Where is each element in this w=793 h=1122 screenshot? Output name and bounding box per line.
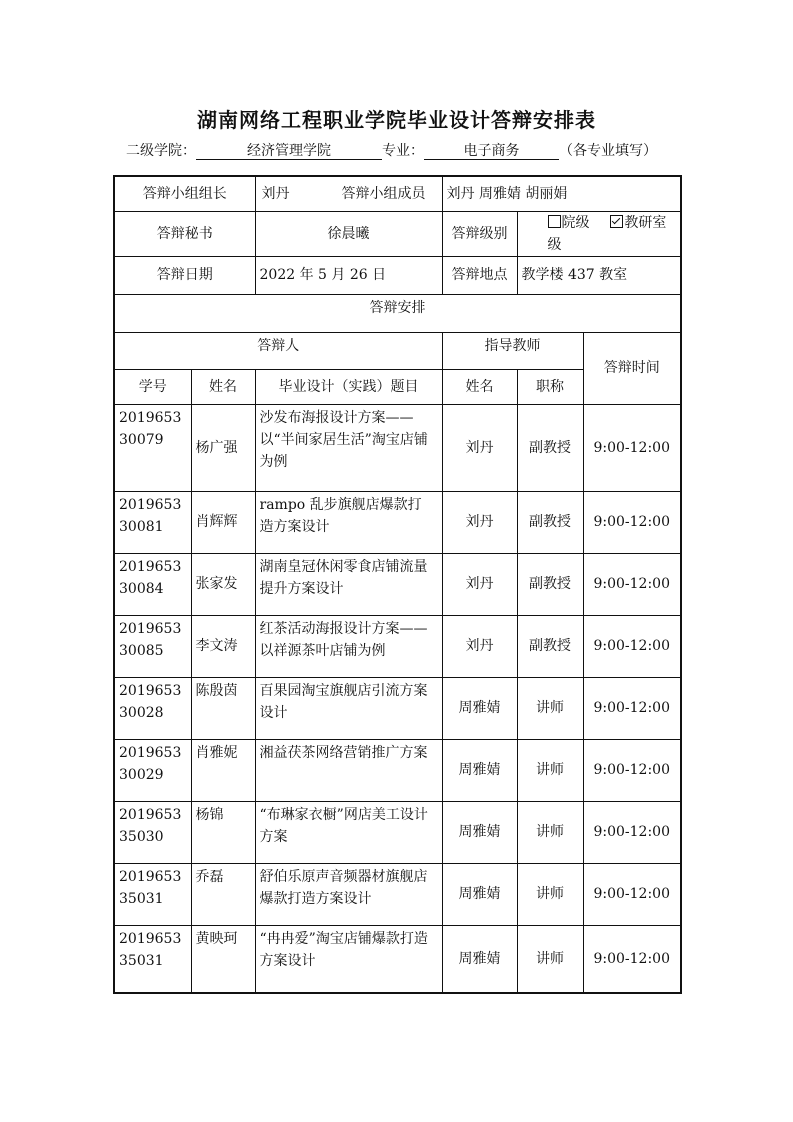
unchecked-box-icon — [548, 215, 561, 228]
teacher-name: 周雅婧 — [442, 863, 517, 925]
leader-label: 答辩小组组长 — [114, 176, 255, 211]
defense-schedule-table — [113, 175, 682, 994]
student-id — [114, 404, 191, 491]
student-id — [114, 615, 191, 677]
topic: 百果园淘宝旗舰店引流方案设计 — [255, 677, 442, 739]
time-header: 答辩时间 — [583, 332, 681, 404]
student-name: 杨锦 — [191, 801, 255, 863]
group-header-row — [114, 332, 681, 369]
defense-time: 9:00-12:00 — [583, 925, 681, 993]
defense-time: 9:00-12:00 — [583, 677, 681, 739]
secretary-value: 徐晨曦 — [255, 211, 442, 256]
teacher-title: 讲师 — [517, 739, 583, 801]
table-row — [114, 925, 681, 993]
student-id-part2: 30081 — [119, 518, 164, 535]
student-id-part1: 2019653 — [119, 409, 182, 426]
info-row-date — [114, 256, 681, 294]
teacher-title: 讲师 — [517, 801, 583, 863]
topic-header: 毕业设计（实践）题目 — [255, 369, 442, 404]
major-value: 电子商务 — [424, 143, 559, 160]
arrangement-label: 答辩安排 — [114, 294, 681, 332]
topic: “布琳家衣橱”网店美工设计方案 — [255, 801, 442, 863]
teacher-title: 讲师 — [517, 863, 583, 925]
secretary-label: 答辩秘书 — [114, 211, 255, 256]
student-name: 杨广强 — [191, 404, 255, 491]
id-header: 学号 — [114, 369, 191, 404]
info-row-secretary — [114, 211, 681, 256]
table-row — [114, 801, 681, 863]
defense-time: 9:00-12:00 — [583, 404, 681, 491]
level-option-department: 教研室级 — [547, 214, 667, 253]
place-label: 答辩地点 — [442, 256, 517, 294]
student-id-part2: 30084 — [119, 580, 164, 597]
level-options — [517, 211, 681, 256]
student-name: 肖辉辉 — [191, 491, 255, 553]
student-name: 乔磊 — [191, 863, 255, 925]
topic: 沙发布海报设计方案——以“半间家居生活”淘宝店铺为例 — [255, 404, 442, 491]
checked-box-icon — [610, 215, 623, 228]
teacher-name: 周雅婧 — [442, 925, 517, 993]
teacher-title: 讲师 — [517, 925, 583, 993]
defense-time: 9:00-12:00 — [583, 739, 681, 801]
level-option-college: 院级 — [561, 214, 590, 231]
teacher-name: 刘丹 — [442, 615, 517, 677]
leader-value: 刘丹 — [261, 185, 290, 202]
table-row — [114, 553, 681, 615]
table-row — [114, 404, 681, 491]
date-value: 2022 年 5 月 26 日 — [255, 256, 442, 294]
student-id — [114, 863, 191, 925]
topic: “冉冉爱”淘宝店铺爆款打造方案设计 — [255, 925, 442, 993]
members-value: 刘丹 周雅婧 胡丽娟 — [442, 176, 681, 211]
arrangement-row — [114, 294, 681, 332]
teacher-name: 周雅婧 — [442, 801, 517, 863]
student-name: 陈殷茵 — [191, 677, 255, 739]
level-label: 答辩级别 — [442, 211, 517, 256]
student-group-header: 答辩人 — [114, 332, 442, 369]
date-label: 答辩日期 — [114, 256, 255, 294]
student-id-part1: 2019653 — [119, 496, 182, 513]
student-id-part1: 2019653 — [119, 744, 182, 761]
student-id — [114, 925, 191, 993]
table-row — [114, 863, 681, 925]
student-id — [114, 491, 191, 553]
teacher-group-header: 指导教师 — [442, 332, 583, 369]
name-header: 姓名 — [191, 369, 255, 404]
student-id — [114, 677, 191, 739]
student-id-part2: 35031 — [119, 890, 164, 907]
teacher-name: 刘丹 — [442, 553, 517, 615]
topic: 湖南皇冠休闲零食店铺流量提升方案设计 — [255, 553, 442, 615]
defense-time: 9:00-12:00 — [583, 553, 681, 615]
topic: 湘益茯茶网络营销推广方案 — [255, 739, 442, 801]
college-value: 经济管理学院 — [196, 143, 382, 160]
student-id-part1: 2019653 — [119, 868, 182, 885]
teacher-name: 周雅婧 — [442, 739, 517, 801]
student-name: 黄映珂 — [191, 925, 255, 993]
teacher-title: 副教授 — [517, 491, 583, 553]
place-value: 教学楼 437 教室 — [517, 256, 681, 294]
teacher-title: 副教授 — [517, 615, 583, 677]
student-id-part2: 30079 — [119, 431, 164, 448]
teacher-name: 周雅婧 — [442, 677, 517, 739]
defense-time: 9:00-12:00 — [583, 863, 681, 925]
teacher-title-header: 职称 — [517, 369, 583, 404]
major-label: 专业： — [382, 143, 424, 159]
members-label: 答辩小组成员 — [341, 185, 426, 202]
header-line — [126, 140, 657, 160]
teacher-title: 副教授 — [517, 553, 583, 615]
student-id-part2: 30085 — [119, 642, 164, 659]
teacher-name: 刘丹 — [442, 491, 517, 553]
student-name: 肖雅妮 — [191, 739, 255, 801]
student-id — [114, 801, 191, 863]
fill-note: （各专业填写） — [559, 143, 657, 159]
student-id-part1: 2019653 — [119, 930, 182, 947]
topic: 舒伯乐原声音频器材旗舰店爆款打造方案设计 — [255, 863, 442, 925]
student-name: 张家发 — [191, 553, 255, 615]
teacher-name: 刘丹 — [442, 404, 517, 491]
table-row — [114, 739, 681, 801]
student-name: 李文涛 — [191, 615, 255, 677]
table-row — [114, 491, 681, 553]
defense-time: 9:00-12:00 — [583, 801, 681, 863]
student-id-part1: 2019653 — [119, 806, 182, 823]
info-row-leader — [114, 176, 681, 211]
student-id — [114, 739, 191, 801]
table-row — [114, 677, 681, 739]
student-id-part1: 2019653 — [119, 620, 182, 637]
teacher-title: 讲师 — [517, 677, 583, 739]
student-id-part1: 2019653 — [119, 558, 182, 575]
student-id-part2: 30028 — [119, 704, 164, 721]
defense-time: 9:00-12:00 — [583, 615, 681, 677]
table-row — [114, 615, 681, 677]
student-id-part1: 2019653 — [119, 682, 182, 699]
student-id-part2: 35030 — [119, 828, 164, 845]
defense-time: 9:00-12:00 — [583, 491, 681, 553]
student-id — [114, 553, 191, 615]
teacher-title: 副教授 — [517, 404, 583, 491]
page-title: 湖南网络工程职业学院毕业设计答辩安排表 — [197, 108, 596, 132]
teacher-name-header: 姓名 — [442, 369, 517, 404]
college-label: 二级学院： — [126, 143, 196, 159]
topic: rampo 乱步旗舰店爆款打造方案设计 — [255, 491, 442, 553]
topic: 红茶活动海报设计方案——以祥源茶叶店铺为例 — [255, 615, 442, 677]
student-id-part2: 30029 — [119, 766, 164, 783]
student-id-part2: 35031 — [119, 952, 164, 969]
